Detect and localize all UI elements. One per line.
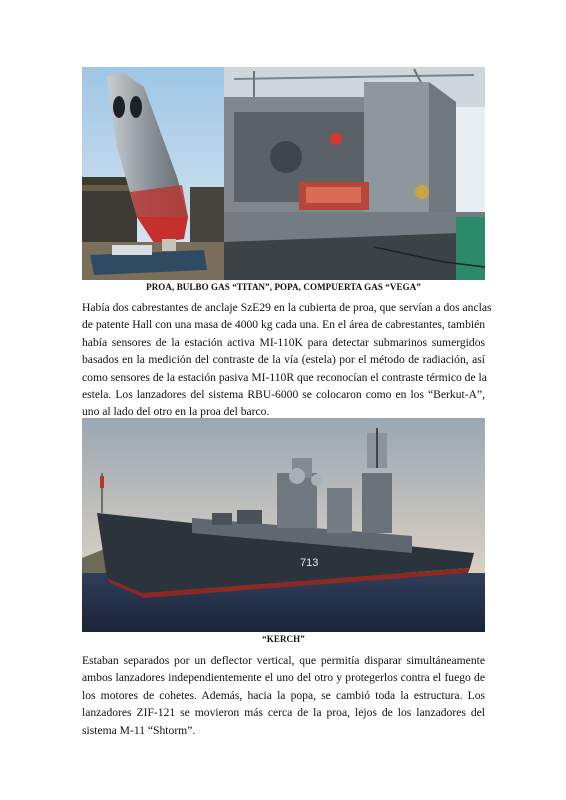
figure-caption-top: PROA, BULBO GAS “TITAN”, POPA, COMPUERTA GAS “VEGA” (146, 282, 421, 292)
photo-ship-stern-gate (224, 67, 485, 280)
text-line: Había dos cabrestantes de anclaje SzE29 en la cubierta de proa, que servían a dos anclas (82, 301, 492, 314)
photo-ship-bow-drydock (82, 67, 224, 280)
text-line: Estaban separados por un deflector vertical, que permitía disparar simultáneamente (82, 654, 485, 667)
hull-number: 713 (300, 557, 319, 569)
text-line: basados en la medición del contraste de la vía (estela) por el método de radiación, así (82, 353, 485, 367)
text-line: los motores de cohetes. Además, hacia la popa, se cambió toda la estructura. Los (82, 688, 485, 702)
text-line: había sensores de la estación activa MI-110K para detectar submarinos sumergidos (82, 335, 485, 349)
text-line: de patente Hall con una masa de 4000 kg cada una. En el área de cabrestantes, también (82, 318, 486, 332)
paragraph-1 (82, 299, 492, 421)
photo-warship-kerch (82, 418, 485, 632)
paragraph-2 (82, 652, 485, 739)
figure-caption-bottom: “KERCH” (262, 634, 305, 644)
text-line: uno al lado del otro en la proa del barco. (82, 405, 270, 419)
text-line: ambos lanzadores independientemente el uno del otro y protegerlos contra el fuego de (82, 671, 485, 685)
text-line: sistema M-11 “Shtorm”. (82, 723, 196, 737)
text-line: como sensores de la estación pasiva MI-110R que reconocían el contraste térmico de la (82, 370, 487, 384)
text-line: estela. Los lanzadores del sistema RBU-6000 se colocaron como en los “Berkut-A”, (82, 388, 485, 402)
text-line: lanzadores ZIF-121 se movieron más cerca de la proa, lejos de los lanzadores del (82, 706, 485, 720)
